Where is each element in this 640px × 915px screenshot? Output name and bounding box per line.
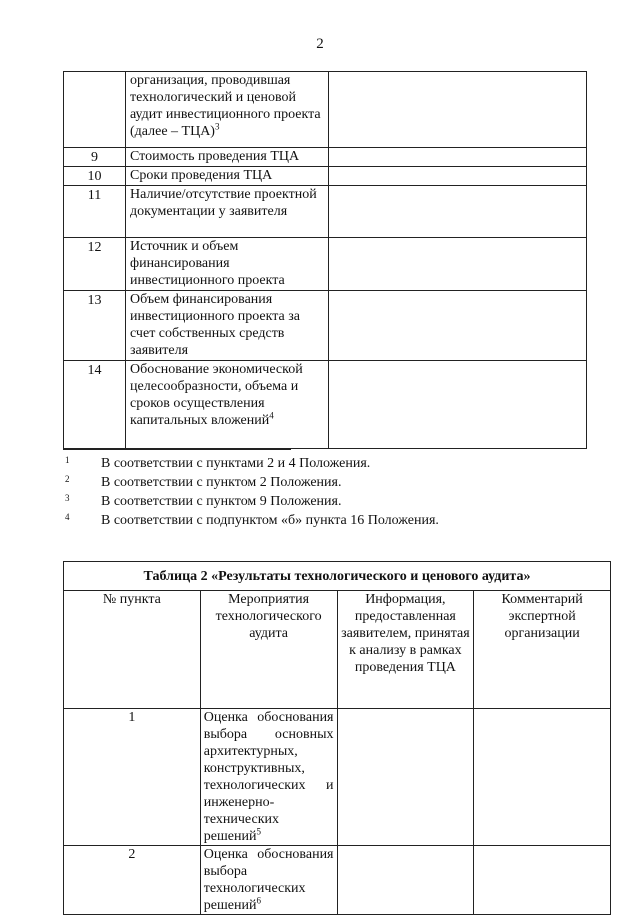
row-label: Обоснование экономической целесообразности, объема и сроков осуществления капитальных вложений$^4$	[126, 361, 329, 449]
footnote-mark: 3	[65, 493, 70, 503]
footnote-text: В соответствии с подпунктом «б» пункта 16 Положения.	[101, 513, 439, 528]
header-action: Мероприятия технологического аудита	[200, 591, 337, 709]
row-info[interactable]	[337, 709, 474, 846]
table-row	[64, 148, 587, 167]
footnote	[63, 473, 586, 492]
footnote-ref: 4	[269, 410, 274, 421]
table-row	[64, 72, 587, 148]
row-info[interactable]	[337, 846, 474, 915]
audit-results-table	[63, 561, 611, 915]
header-info: Информация, предоставленная заявителем, принятая к анализу в рамках проведения ТЦА	[337, 591, 474, 709]
header-num: № пункта	[64, 591, 201, 709]
row-value[interactable]	[329, 72, 587, 148]
row-number: 10	[64, 167, 126, 186]
footnote	[63, 511, 586, 530]
footnote-ref: 6	[256, 895, 261, 906]
footnote-ref: 5	[256, 826, 261, 837]
row-number: 1	[64, 709, 201, 846]
row-label: Источник и объем финансирования инвестиционного проекта	[126, 238, 329, 291]
row-label: Стоимость проведения ТЦА	[126, 148, 329, 167]
footnote-mark: 1	[65, 455, 70, 465]
row-number: 14	[64, 361, 126, 449]
row-label: Наличие/отсутствие проектной документации у заявителя	[126, 186, 329, 238]
table-title: Таблица 2 «Результаты технологического и ценового аудита»	[64, 562, 611, 591]
row-label: Объем финансирования инвестиционного проекта за счет собственных средств заявителя	[126, 291, 329, 361]
row-action: Оценка обоснования выбора технологических решений$^6$	[200, 846, 337, 915]
project-info-table	[63, 71, 587, 449]
row-value[interactable]	[329, 148, 587, 167]
footnote	[63, 454, 586, 473]
table-title-row	[64, 562, 611, 591]
row-label: организация, проводившая технологический и ценовой аудит инвестиционного проекта (далее – ТЦА)$^3$	[126, 72, 329, 148]
table-row	[64, 186, 587, 238]
footnote-text: В соответствии с пунктами 2 и 4 Положения.	[101, 456, 371, 471]
table-row	[64, 709, 611, 846]
footnote-mark: 2	[65, 474, 70, 484]
row-number: 9	[64, 148, 126, 167]
row-value[interactable]	[329, 291, 587, 361]
table-row	[64, 238, 587, 291]
row-number: 12	[64, 238, 126, 291]
footnote-ref: 3	[214, 121, 220, 132]
table-row	[64, 291, 587, 361]
table-row	[64, 361, 587, 449]
footnote-divider	[63, 449, 291, 450]
row-value[interactable]	[329, 238, 587, 291]
row-value[interactable]	[329, 186, 587, 238]
row-value[interactable]	[329, 361, 587, 449]
page-number: 2	[316, 36, 324, 52]
table-row	[64, 846, 611, 915]
footnote	[63, 492, 586, 511]
row-action: Оценка обоснования выбора основных архитектурных, конструктивных, технологических и инженерно-технических решений$^5$	[200, 709, 337, 846]
row-number: 13	[64, 291, 126, 361]
row-number: 2	[64, 846, 201, 915]
header-comment: Комментарий экспертной организации	[474, 591, 611, 709]
footnote-mark: 4	[65, 512, 70, 522]
row-comment[interactable]	[474, 846, 611, 915]
row-comment[interactable]	[474, 709, 611, 846]
row-label: Сроки проведения ТЦА	[126, 167, 329, 186]
row-number	[64, 72, 126, 148]
table-row	[64, 167, 587, 186]
row-number: 11	[64, 186, 126, 238]
table-header-row	[64, 591, 611, 709]
footnotes	[63, 454, 586, 530]
footnote-text: В соответствии с пунктом 2 Положения.	[101, 475, 342, 490]
row-value[interactable]	[329, 167, 587, 186]
footnote-text: В соответствии с пунктом 9 Положения.	[101, 494, 342, 509]
